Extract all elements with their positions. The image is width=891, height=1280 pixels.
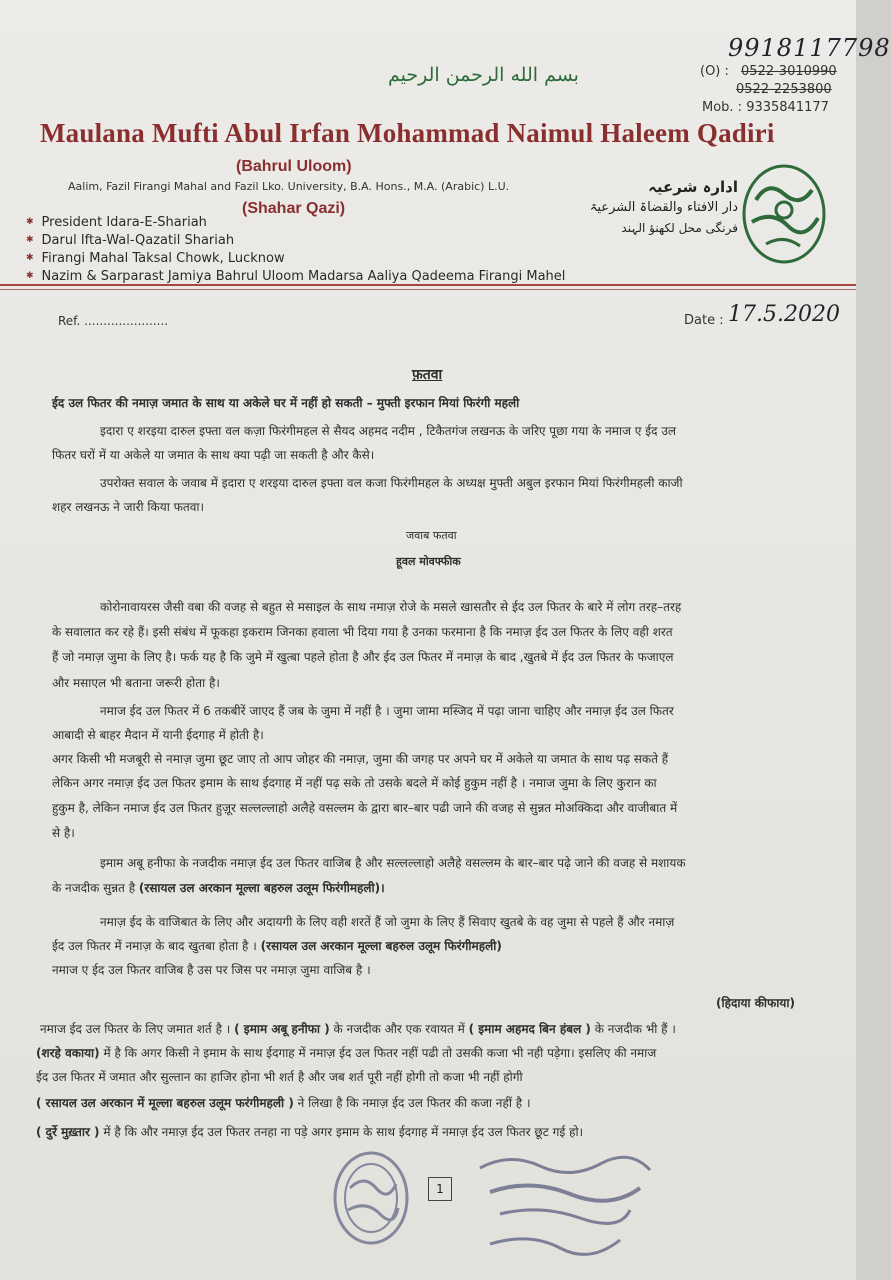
paragraph-line: नमाज़ ईद के वाजिबात के लिए और अदायगी के लिए वही शरतें हैं जो जुमा के लिए हैं सिवाए खुतबे के वह जुमा से पहले हैं और नमाज़ [100,915,675,929]
ref-field: Ref. ...................... [58,314,169,328]
designation-item: ✱ Darul Ifta-Wal-Qazatil Shariah [26,233,235,248]
designation-item: ✱ Nazim & Sarparast Jamiya Bahrul Uloom Madarsa Aaliya Qadeema Firangi Mahel [26,269,566,284]
paragraph-line: इदारा ए शरइया दारुल इफ्ता वल कज़ा फिरंगीमहल से सैयद अहमद नदीम , टिकैतगंज लखनऊ के जरिए पूछा गया के नमाज ए ईद उल [100,424,677,438]
phone-number-1: 0522-3010990 [741,64,837,79]
paragraph-line: के सवालात कर रहे हैं। इसी संबंध में फूकहा इकराम जिनका हवाला भी दिया गया है उनका फरमाना है कि नमाज़ ईद उल फितर के लिए वही शरत [52,625,673,639]
paragraph-line: आबादी से बाहर मैदान में यानी ईदगाह में होती है। [52,728,264,742]
paragraph-line: अगर किसी भी मजबूरी से नमाज़ जुमा छूट जाए तो आप जोहर की नमाज़, जुमा की जगह पर अपने घर में अकेले या जमात के साथ पढ़ सकते हैं [52,752,669,766]
paragraph-line: ईद उल फितर में जमात और सुल्तान का हाजिर होना भी शर्त है और जब शर्त पूरी नहीं होगी तो कजा भी नहीं होगी [36,1070,523,1084]
paragraph-line: हैं जो नमाज़ जुमा के लिए है। फर्क यह है कि जुमे में खुत्बा पहले होता है और ईद उल फितर में नमाज़ के बाद ,खुतबे में ईद उल फितर के फजाएल [52,650,674,664]
paragraph-line: (शरहे वकाया) में है कि अगर किसी ने इमाम के साथ ईदगाह में नमाज़ ईद उल फितर नहीं पढी तो उसकी कजा भी नही पड़ेगा। इसलिए की नमाज [36,1046,657,1060]
fatwa-subheading: ईद उल फितर की नमाज़ जमात के साथ या अकेले घर में नहीं हो सकती – मुफ्ती इरफान मियां फिरंगी महली [52,396,520,410]
letterhead-name: Maulana Mufti Abul Irfan Mohammad Naimul Haleem Qadiri [40,118,775,148]
designation-item: ✱ Firangi Mahal Taksal Chowk, Lucknow [26,251,285,266]
paragraph-line: और मसाएल भी बताना जरूरी होता है। [52,676,220,690]
paragraph-line: के नजदीक सुन्नत है (रसायल उल अरकान मूल्ला बहरुल उलूम फिरंगीमहली)। [52,881,385,895]
phone-number-2: 0522-2253800 [736,82,832,97]
bismillah-calligraphy: بسم الله الرحمن الرحيم [388,64,579,86]
signature-seal [470,1148,660,1266]
designation-item: ✱ President Idara-E-Shariah [26,215,207,230]
mobile-number: Mob. : 9335841177 [702,100,829,115]
paragraph-line: इमाम अबू हनीफा के नजदीक नमाज़ ईद उल फितर वाजिब है और सल्लल्लाहो अलैहे वसल्लम के बार–बार पढ़े जाने की वजह से मशायक [100,856,686,870]
paragraph-line: कोरोनावायरस जैसी वबा की वजह से बहुत से मसाइल के साथ नमाज़ रोजे के मसले खासतौर से ईद उल फितर के बारे में लोग तरह–तरह [100,600,682,614]
paragraph-line: फितर घरों में या अकेले या जमात के साथ क्या पढ़ी जा सकती है और कैसे। [52,448,375,462]
title-shahar-qazi: (Shahar Qazi) [242,200,346,217]
qualifications: Aalim, Fazil Firangi Mahal and Fazil Lko. University, B.A. Hons., M.A. (Arabic) L.U. [68,180,510,193]
page-number: 1 [428,1177,452,1201]
paragraph-line: ( दुर्रे मुख़्तार ) में है कि और नमाज़ ईद उल फितर तनहा ना पड़े अगर इमाम के साथ ईदगाह में नमाज़ ईद उल फितर छूट गई हो। [36,1125,584,1139]
paragraph-line: नमाज ईद उल फितर में 6 तकबीरें जाएद हैं जब के जुमा में नहीं है । जुमा जामा मस्जिद में पढ़ा जाना चाहिए और नमाज़ ईद उल फितर [100,704,674,718]
title-bahrul-uloom: (Bahrul Uloom) [236,158,352,175]
phone-label: (O) : [700,64,729,79]
official-stamp [330,1148,412,1248]
paragraph-line: से है। [52,826,75,840]
paragraph-line: नमाज ए ईद उल फितर वाजिब है उस पर जिस पर नमाज़ जुमा वाजिब है । [52,963,371,977]
paragraph-line: ( रसायल उल अरकान में मूल्ला बहरुल उलूम फरंगीमहली ) ने लिखा है कि नमाज़ ईद उल फितर की कजा नहीं है । [36,1096,531,1110]
paragraph-line: उपरोक्त सवाल के जवाब में इदारा ए शरइया दारुल इफ्ता वल कजा फिरंगीमहल के अध्यक्ष मुफ्ती अबुल इरफान मियां फिरंगीमहली काजी [100,476,683,490]
date-label: Date : [684,313,724,328]
answer-label: जवाब फतवा [406,529,457,542]
citation: (रसायल उल अरकान मूल्ला बहरुल उलूम फिरंगीमहली)। [138,881,385,895]
urdu-header: ادارہ شرعیہ دار الافتاء والقضاۃ الشرعیۃ فرنگی محل لکھنؤ الہند [589,178,738,235]
paragraph-line: नमाज ईद उल फितर के लिए जमात शर्त है । ( इमाम अबू हनीफा ) के नजदीक और एक रवायत में ( इमाम अहमद बिन हंबल ) के नजदीक भी हैं । [40,1022,676,1036]
handwritten-phone: 9918117798 [728,34,891,62]
answer-heading: हूवल मोवफ्फीक [396,555,461,568]
paragraph-line: शहर लखनऊ ने जारी किया फतवा। [52,500,205,514]
paragraph-line: ईद उल फितर में नमाज़ के बाद खुतबा होता है । (रसायल उल अरकान मूल्ला बहरुल उलूम फिरंगीमहली) [52,939,502,953]
citation-hidaya: (हिदाया कीफाया) [716,996,795,1010]
fatwa-heading: फ़तवा [412,367,443,383]
paragraph-line: लेकिन अगर नमाज़ ईद उल फितर इमाम के साथ ईदगाह में नहीं पढ़ सके तो उसके बदले में कोई हुकुम नहीं है । नमाज जुमा के लिए कुरान का [52,776,657,790]
date-value: 17.5.2020 [728,302,840,327]
paragraph-line: हुकुम है, लेकिन नमाज ईद उल फितर हुज़ूर सल्लल्लाहो अलैहे वसल्लम के द्वारा बार–बार पढी जाने की वजह से सुन्नत मोअक्किदा और वाजीबात में [52,801,678,815]
citation: (रसायल उल अरकान मूल्ला बहरुल उलूम फिरंगीमहली) [260,939,502,953]
